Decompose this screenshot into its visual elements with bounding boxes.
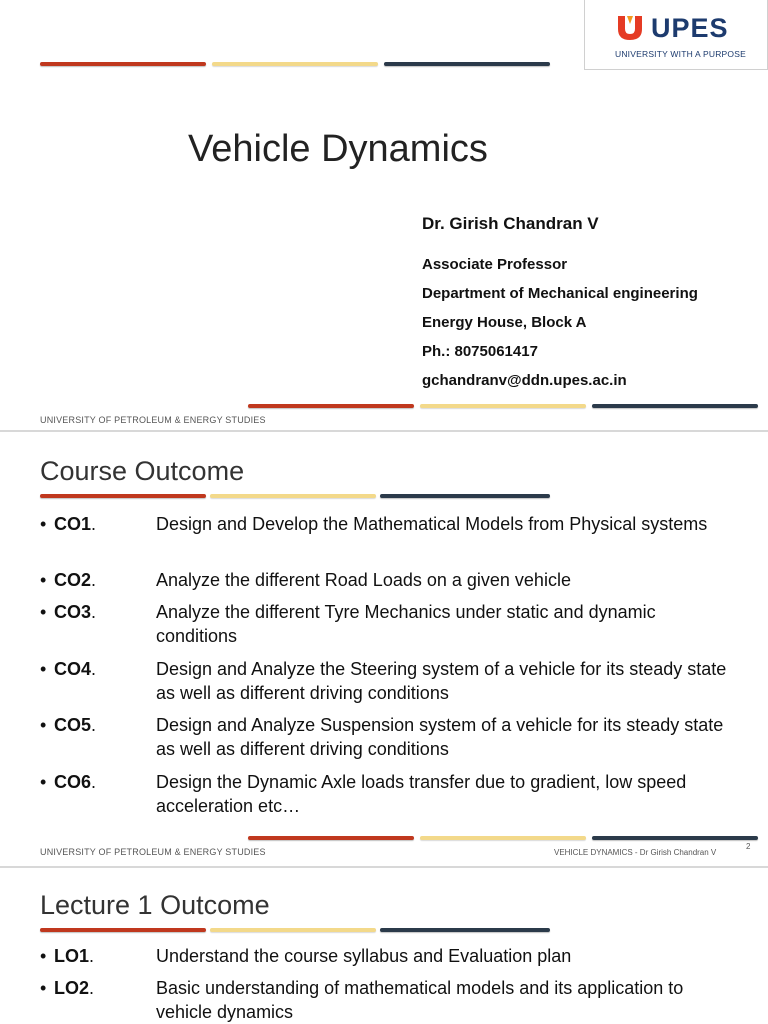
- accent-bar-yellow: [420, 836, 586, 840]
- footer-university: UNIVERSITY OF PETROLEUM & ENERGY STUDIES: [40, 415, 266, 425]
- upes-shield-icon: [615, 12, 645, 42]
- outcome-text: Design the Dynamic Axle loads transfer due to gradient, low speed acceleration etc…: [156, 772, 687, 816]
- bullet: •: [40, 602, 47, 622]
- accent-bar-red: [40, 928, 206, 932]
- outcome-code: CO6.: [54, 772, 97, 792]
- outcome-code: LO2.: [54, 978, 95, 998]
- upes-logo: [584, 0, 768, 70]
- accent-bar-dark: [592, 404, 758, 408]
- accent-bar-yellow: [212, 62, 378, 66]
- page-number: 2: [746, 842, 751, 851]
- author-designation: Associate Professor: [422, 256, 568, 273]
- logo-tagline: UNIVERSITY WITH A PURPOSE: [615, 49, 746, 59]
- outcome-text: Analyze the different Road Loads on a given vehicle: [156, 570, 571, 590]
- course-outcome-slide: [0, 432, 768, 866]
- outcome-text: Understand the course syllabus and Evaluation plan: [156, 946, 572, 966]
- author-phone: Ph.: 8075061417: [422, 343, 538, 360]
- outcome-text: Analyze the different Tyre Mechanics under static and dynamic conditions: [156, 602, 656, 646]
- author-name: Dr. Girish Chandran V: [422, 214, 599, 233]
- accent-bar-red: [248, 404, 414, 408]
- author-department: Department of Mechanical engineering: [422, 285, 698, 302]
- outcome-code: CO4.: [54, 659, 97, 679]
- accent-bar-red: [248, 836, 414, 840]
- accent-bar-dark: [380, 494, 550, 498]
- lecture-outcome-slide: [0, 868, 768, 1024]
- outcome-code: CO5.: [54, 715, 97, 735]
- author-email: gchandranv@ddn.upes.ac.in: [422, 372, 627, 389]
- slide-title: Course Outcome: [40, 456, 245, 486]
- bullet: •: [40, 570, 47, 590]
- outcome-text: Basic understanding of mathematical models and its application to vehicle dynamics: [156, 978, 684, 1022]
- author-office: Energy House, Block A: [422, 314, 587, 331]
- bullet: •: [40, 946, 47, 966]
- bullet: •: [40, 772, 47, 792]
- footer-course-author: VEHICLE DYNAMICS - Dr Girish Chandran V: [554, 848, 717, 857]
- outcome-text: Design and Develop the Mathematical Models from Physical systems: [156, 514, 708, 534]
- accent-bar-yellow: [420, 404, 586, 408]
- accent-bar-red: [40, 494, 206, 498]
- bullet: •: [40, 715, 47, 735]
- bullet: •: [40, 659, 47, 679]
- outcome-code: CO3.: [54, 602, 97, 622]
- logo-wordmark: UPES: [651, 13, 729, 43]
- accent-bar-red: [40, 62, 206, 66]
- accent-bar-dark: [380, 928, 550, 932]
- outcome-code: LO1.: [54, 946, 95, 966]
- outcome-text: Design and Analyze the Steering system of a vehicle for its steady state as well as different driving conditions: [156, 659, 727, 703]
- accent-bar-yellow: [210, 494, 376, 498]
- bullet: •: [40, 978, 47, 998]
- outcome-text: Design and Analyze Suspension system of a vehicle for its steady state as well as different driving conditions: [156, 715, 724, 759]
- presentation-title: Vehicle Dynamics: [188, 128, 488, 170]
- slide-title: Lecture 1 Outcome: [40, 890, 270, 920]
- footer-university: UNIVERSITY OF PETROLEUM & ENERGY STUDIES: [40, 847, 266, 857]
- accent-bar-yellow: [210, 928, 376, 932]
- outcome-code: CO2.: [54, 570, 97, 590]
- accent-bar-dark: [592, 836, 758, 840]
- title-slide: [0, 0, 768, 430]
- bullet: •: [40, 514, 47, 534]
- accent-bar-dark: [384, 62, 550, 66]
- outcome-code: CO1.: [54, 514, 97, 534]
